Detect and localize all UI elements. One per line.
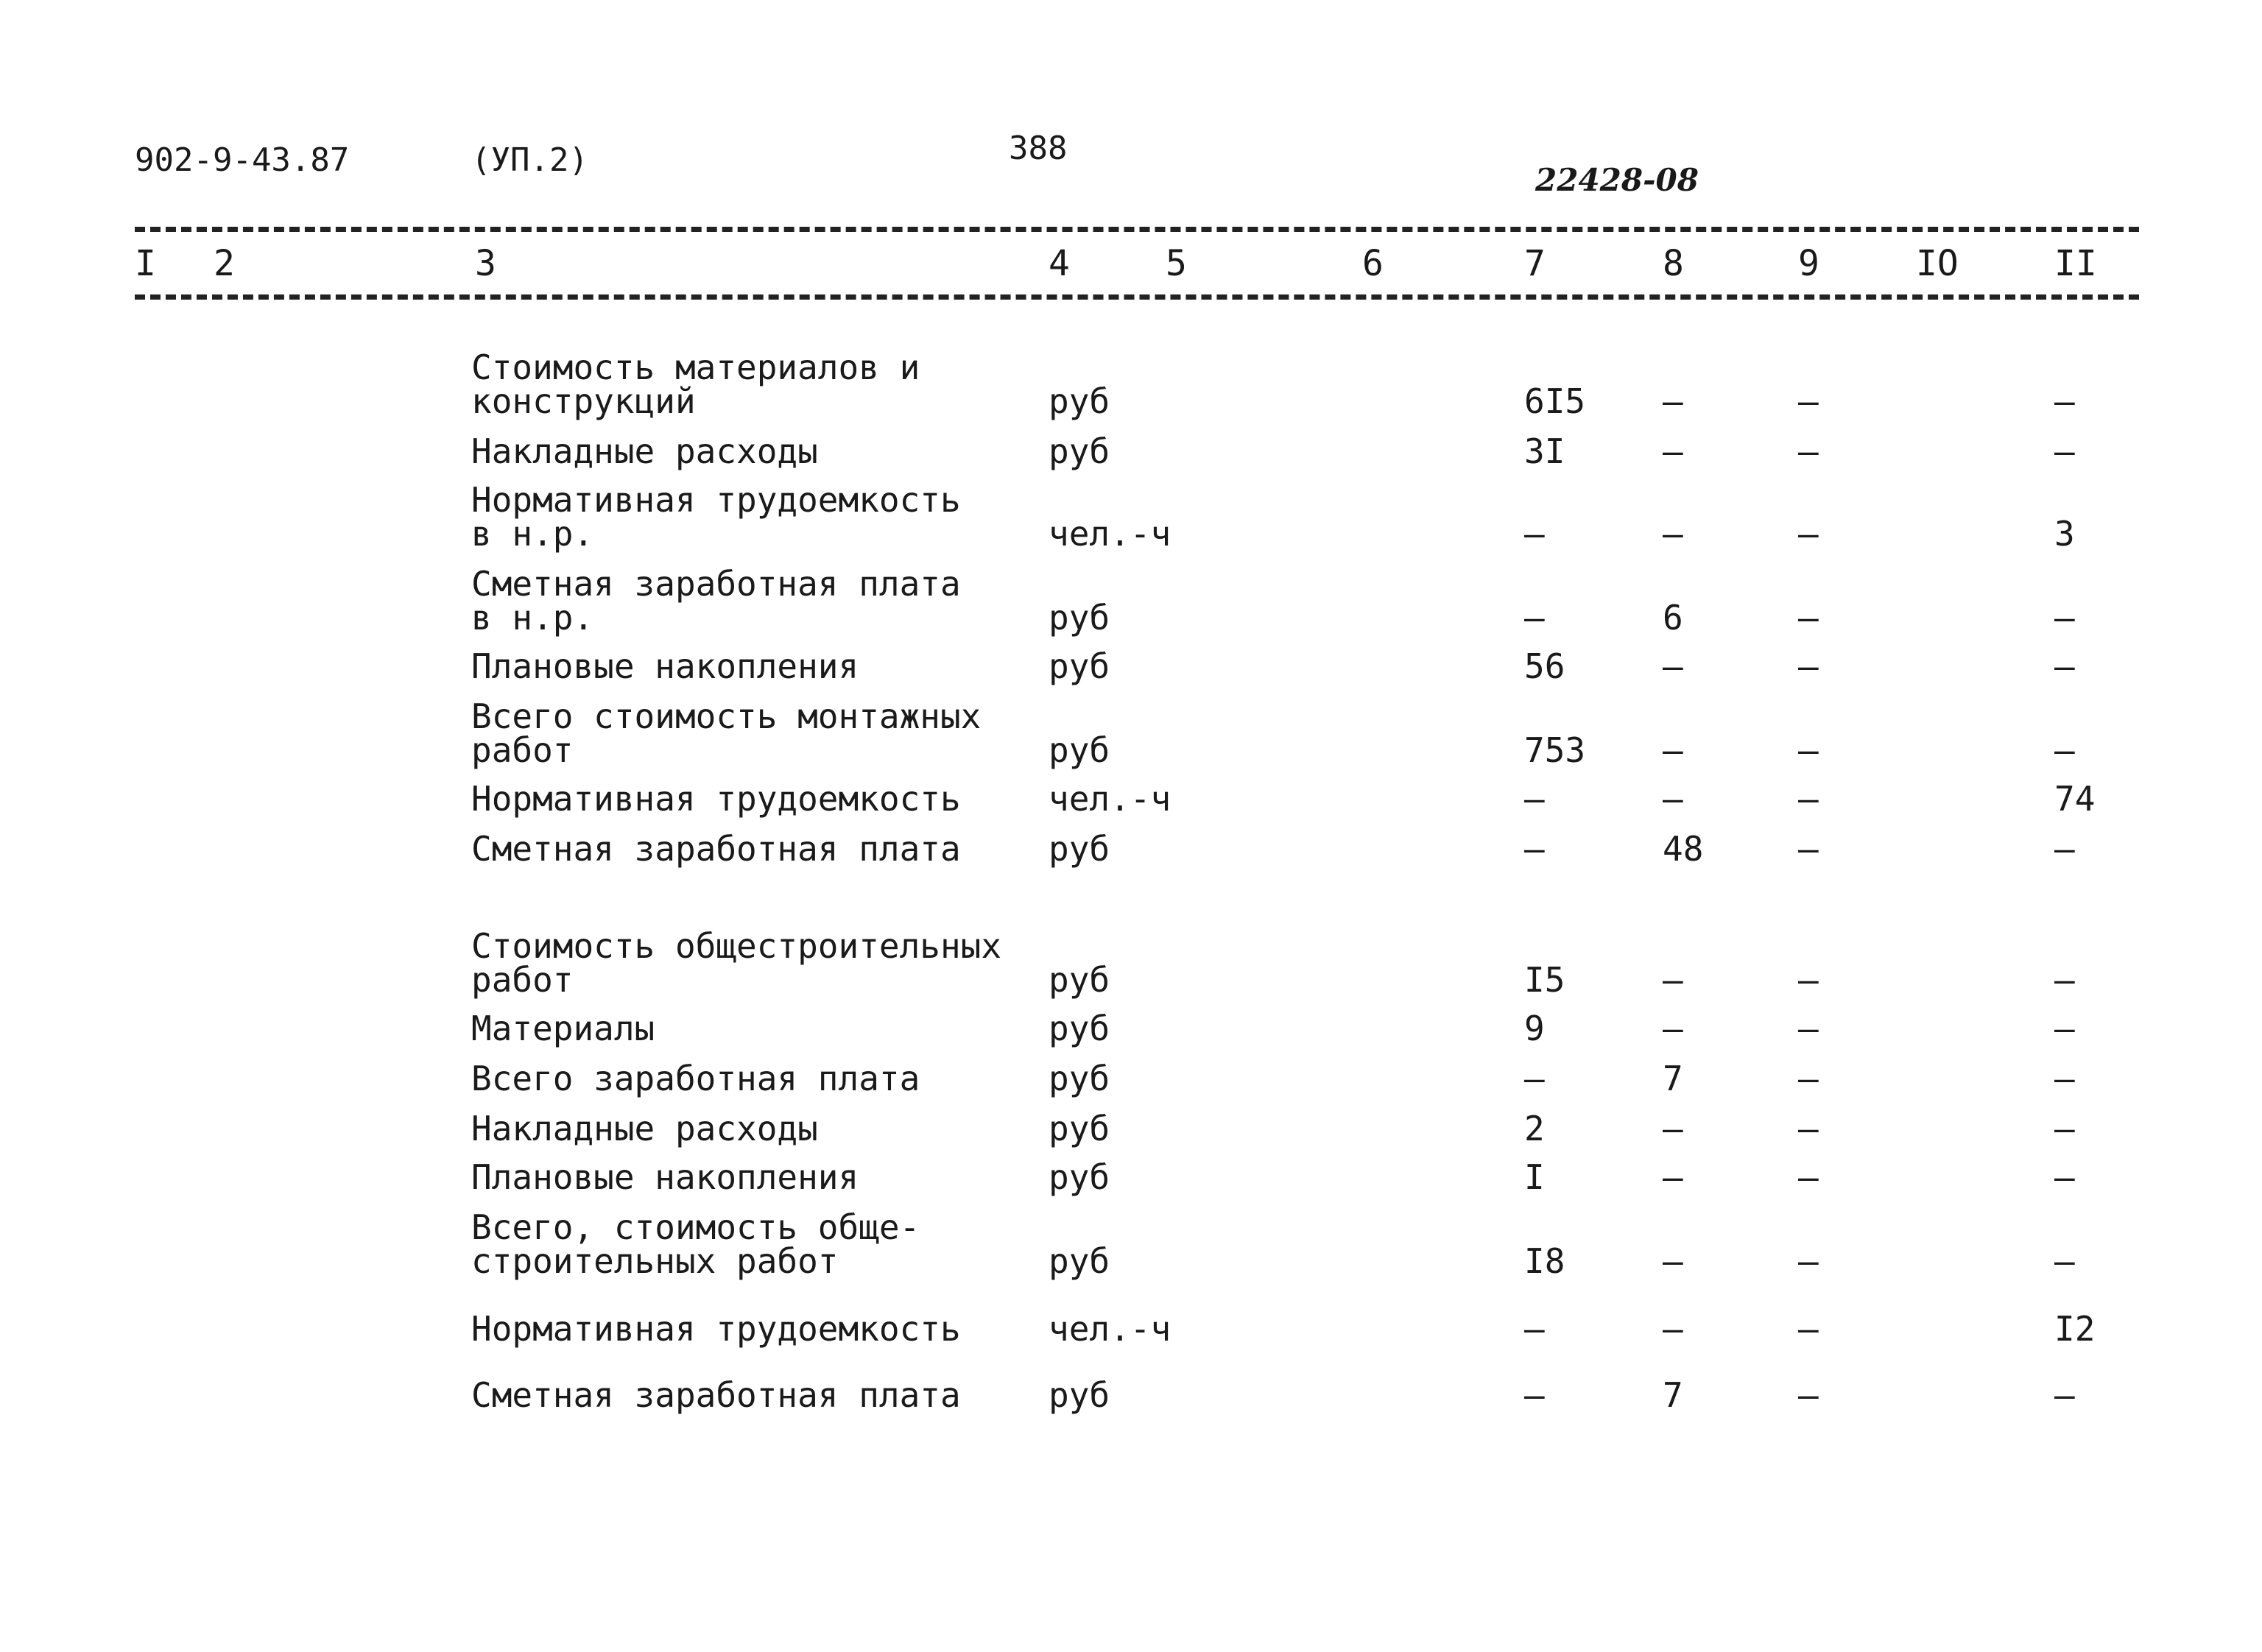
value-cell-c8: – — [1663, 960, 1683, 1000]
unit-cell: руб — [1049, 960, 1110, 1000]
value-cell-c11: – — [2054, 829, 2075, 869]
value-cell-c7: 9 — [1524, 1009, 1545, 1048]
value-cell-c7: – — [1524, 598, 1545, 638]
unit-cell: руб — [1049, 598, 1110, 638]
column-header-9: 9 — [1798, 243, 1819, 284]
row-label: Всего, стоимость обще- строительных работ — [471, 1207, 920, 1281]
value-cell-c11: – — [2054, 598, 2075, 638]
row-label: Плановые накопления — [471, 1157, 859, 1197]
unit-cell: руб — [1049, 1009, 1110, 1048]
row-label: Всего стоимость монтажных работ — [471, 696, 982, 770]
value-cell-c9: – — [1798, 514, 1819, 554]
value-cell-c11: – — [2054, 1157, 2075, 1197]
table-row — [0, 1207, 2262, 1281]
unit-cell: руб — [1049, 646, 1110, 686]
value-cell-c8: 7 — [1663, 1059, 1683, 1098]
value-cell-c9: – — [1798, 646, 1819, 686]
value-cell-c7: 3I — [1524, 431, 1565, 471]
row-label: Материалы — [471, 1009, 655, 1048]
value-cell-c8: – — [1663, 431, 1683, 471]
value-cell-c7: I — [1524, 1157, 1545, 1197]
table-row — [0, 431, 2262, 471]
unit-cell: руб — [1049, 1241, 1110, 1281]
value-cell-c9: – — [1798, 1309, 1819, 1349]
value-cell-c9: – — [1798, 1375, 1819, 1415]
unit-cell: руб — [1049, 381, 1110, 421]
column-header-11: II — [2054, 243, 2097, 284]
row-label: Стоимость материалов и конструкций — [471, 347, 920, 421]
value-cell-c8: – — [1663, 730, 1683, 770]
unit-cell: руб — [1049, 730, 1110, 770]
table-row — [0, 347, 2262, 421]
unit-cell: руб — [1049, 1375, 1110, 1415]
row-label: Нормативная трудоемкость — [471, 779, 961, 819]
table-row — [0, 1109, 2262, 1148]
value-cell-c8: – — [1663, 381, 1683, 421]
column-header-10: IO — [1916, 243, 1959, 284]
value-cell-c9: – — [1798, 730, 1819, 770]
value-cell-c9: – — [1798, 1109, 1819, 1148]
value-cell-c11: – — [2054, 1375, 2075, 1415]
column-header-3: 3 — [475, 243, 496, 284]
value-cell-c8: – — [1663, 514, 1683, 554]
value-cell-c7: – — [1524, 1309, 1545, 1349]
value-cell-c7: I8 — [1524, 1241, 1565, 1281]
row-label: Нормативная трудоемкость — [471, 1309, 961, 1349]
table-row — [0, 480, 2262, 554]
value-cell-c7: 753 — [1524, 730, 1586, 770]
column-header-2: 2 — [214, 243, 235, 284]
unit-cell: чел.-ч — [1049, 1309, 1171, 1349]
value-cell-c9: – — [1798, 960, 1819, 1000]
value-cell-c9: – — [1798, 1009, 1819, 1048]
table-row — [0, 1309, 2262, 1349]
value-cell-c8: – — [1663, 1009, 1683, 1048]
value-cell-c11: – — [2054, 1009, 2075, 1048]
unit-cell: руб — [1049, 1109, 1110, 1148]
value-cell-c8: – — [1663, 779, 1683, 819]
table-row — [0, 926, 2262, 1000]
table-row — [0, 696, 2262, 770]
row-label: Нормативная трудоемкость в н.р. — [471, 480, 961, 554]
value-cell-c11: – — [2054, 381, 2075, 421]
value-cell-c8: – — [1663, 1157, 1683, 1197]
unit-cell: руб — [1049, 431, 1110, 471]
value-cell-c9: – — [1798, 1157, 1819, 1197]
table-row — [0, 1059, 2262, 1098]
column-header-4: 4 — [1049, 243, 1070, 284]
value-cell-c9: – — [1798, 381, 1819, 421]
unit-cell: руб — [1049, 1157, 1110, 1197]
value-cell-c9: – — [1798, 431, 1819, 471]
document-number: 902-9-43.87 — [135, 141, 350, 179]
value-cell-c7: – — [1524, 1059, 1545, 1098]
row-label: Накладные расходы — [471, 1109, 818, 1148]
header-rule-bottom — [135, 294, 2139, 300]
value-cell-c7: I5 — [1524, 960, 1565, 1000]
value-cell-c11: 3 — [2054, 514, 2075, 554]
unit-cell: руб — [1049, 1059, 1110, 1098]
unit-cell: чел.-ч — [1049, 779, 1171, 819]
row-label: Плановые накопления — [471, 646, 859, 686]
row-label: Накладные расходы — [471, 431, 818, 471]
value-cell-c11: I2 — [2054, 1309, 2096, 1349]
row-label: Сметная заработная плата — [471, 1375, 961, 1415]
value-cell-c7: – — [1524, 514, 1545, 554]
value-cell-c9: – — [1798, 829, 1819, 869]
column-header-6: 6 — [1362, 243, 1384, 284]
series-code: (УП.2) — [471, 141, 588, 179]
value-cell-c8: – — [1663, 646, 1683, 686]
handwritten-stamp-number: 22428-08 — [1535, 162, 1699, 198]
column-header-7: 7 — [1524, 243, 1546, 284]
row-label: Сметная заработная плата — [471, 829, 961, 869]
value-cell-c7: 56 — [1524, 646, 1565, 686]
value-cell-c11: – — [2054, 730, 2075, 770]
table-row — [0, 1157, 2262, 1197]
value-cell-c7: – — [1524, 779, 1545, 819]
row-label: Всего заработная плата — [471, 1059, 920, 1098]
value-cell-c8: – — [1663, 1241, 1683, 1281]
value-cell-c8: – — [1663, 1309, 1683, 1349]
table-row — [0, 829, 2262, 869]
value-cell-c11: – — [2054, 960, 2075, 1000]
value-cell-c9: – — [1798, 1241, 1819, 1281]
column-header-1: I — [135, 243, 156, 284]
page-number: 388 — [1009, 130, 1068, 167]
value-cell-c8: 6 — [1663, 598, 1683, 638]
unit-cell: чел.-ч — [1049, 514, 1171, 554]
value-cell-c7: – — [1524, 829, 1545, 869]
value-cell-c8: 7 — [1663, 1375, 1683, 1415]
column-header-8: 8 — [1663, 243, 1684, 284]
value-cell-c8: – — [1663, 1109, 1683, 1148]
value-cell-c11: – — [2054, 1241, 2075, 1281]
value-cell-c7: 6I5 — [1524, 381, 1586, 421]
value-cell-c9: – — [1798, 598, 1819, 638]
value-cell-c8: 48 — [1663, 829, 1704, 869]
value-cell-c11: 74 — [2054, 779, 2096, 819]
value-cell-c11: – — [2054, 431, 2075, 471]
value-cell-c11: – — [2054, 1109, 2075, 1148]
header-rule-top — [135, 227, 2139, 232]
value-cell-c11: – — [2054, 646, 2075, 686]
value-cell-c9: – — [1798, 1059, 1819, 1098]
table-row — [0, 779, 2262, 819]
row-label: Сметная заработная плата в н.р. — [471, 564, 961, 638]
table-row — [0, 646, 2262, 686]
value-cell-c9: – — [1798, 779, 1819, 819]
row-label: Стоимость общестроительных работ — [471, 926, 1002, 1000]
column-header-5: 5 — [1166, 243, 1187, 284]
table-row — [0, 1009, 2262, 1048]
value-cell-c11: – — [2054, 1059, 2075, 1098]
table-row — [0, 564, 2262, 638]
value-cell-c7: – — [1524, 1375, 1545, 1415]
table-row — [0, 1375, 2262, 1415]
unit-cell: руб — [1049, 829, 1110, 869]
value-cell-c7: 2 — [1524, 1109, 1545, 1148]
